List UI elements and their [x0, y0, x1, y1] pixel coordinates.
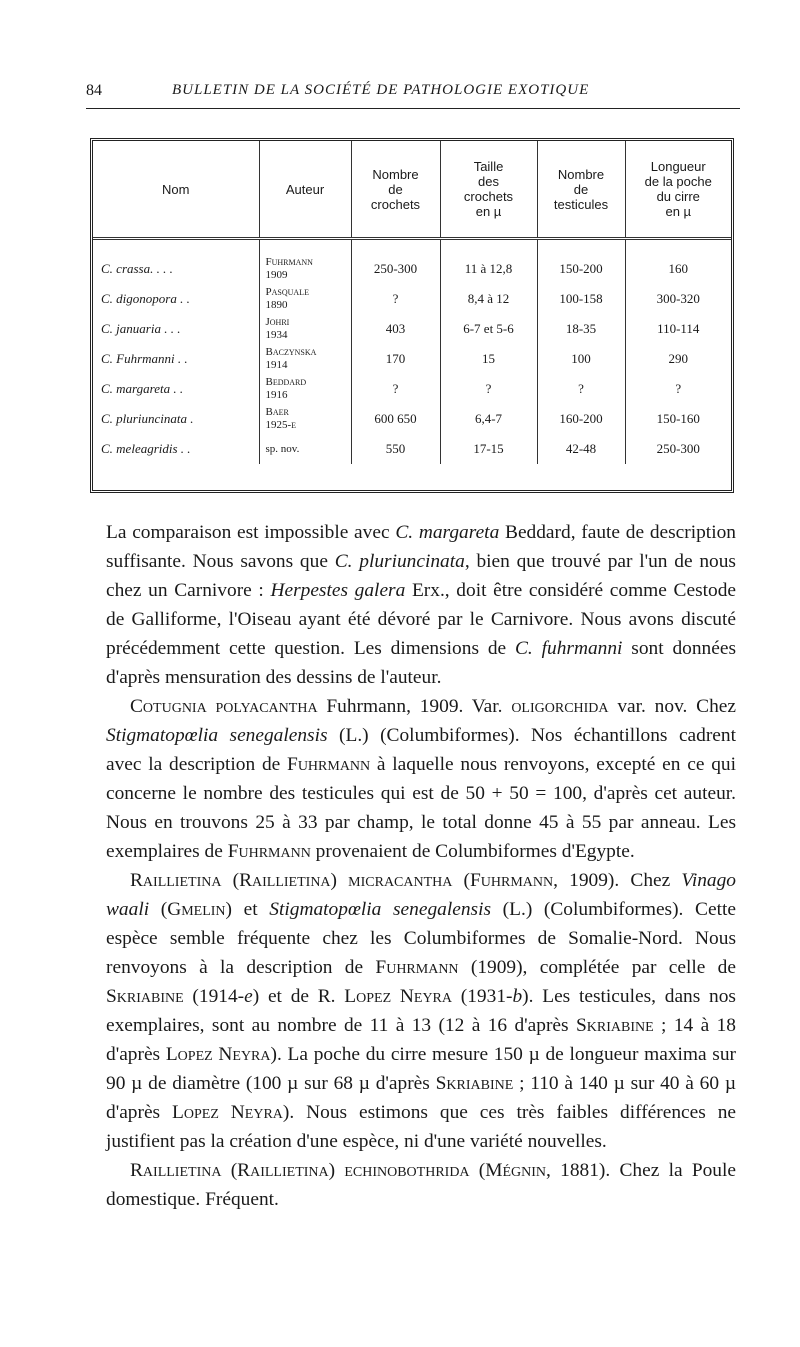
- cell-testicules: 160-200: [537, 404, 625, 434]
- cell-crochets: 403: [351, 314, 440, 344]
- table-row: [93, 344, 731, 374]
- cell-taille: 11 à 12,8: [440, 239, 537, 285]
- cell-testicules: 100: [537, 344, 625, 374]
- header-nom: Nom: [93, 141, 259, 239]
- cell-crochets: 170: [351, 344, 440, 374]
- header-testicules: Nombre de testicules: [537, 141, 625, 239]
- cell-longueur: 250-300: [625, 434, 731, 464]
- cell-taille: 15: [440, 344, 537, 374]
- header-longueur: Longueur de la poche du cirre en µ: [625, 141, 731, 239]
- cell-crochets: 600 650: [351, 404, 440, 434]
- cell-nom: C. crassa. . . .: [101, 261, 173, 276]
- cell-auteur: Baczynska 1914: [259, 344, 351, 374]
- page-header: [86, 82, 740, 109]
- cell-crochets: 550: [351, 434, 440, 464]
- header-taille: Taille des crochets en µ: [440, 141, 537, 239]
- cell-nom: C. Fuhrmanni . .: [101, 351, 188, 366]
- running-title: BULLETIN DE LA SOCIÉTÉ DE PATHOLOGIE EXOTIQUE: [172, 82, 590, 98]
- cell-testicules: 18-35: [537, 314, 625, 344]
- page-number: 84: [86, 82, 102, 99]
- paragraph-raillietina-micracantha: Raillietina (Raillietina) micracantha (Fuhrmann, 1909). Chez Vinago waali (Gmelin) et Stigmatopœlia senegalensis (L.) (Columbiformes). Cette espèce semble fréquente chez les Columbiformes de Somalie-Nord. Nous renvoyons à la description de Fuhrmann (1909), complétée par celle de Skriabine (1914-e) et de R. Lopez Neyra (1931-b). Les testicules, dans nos exemplaires, sont au nombre de 11 à 13 (12 à 16 d'après Skriabine ; 14 à 18 d'après Lopez Neyra). La poche du cirre mesure 150 µ de longueur maxima sur 90 µ de diamètre (100 µ sur 68 µ d'après Skriabine ; 110 à 140 µ sur 40 à 60 µ d'après Lopez Neyra). Nous estimons que ces très faibles différences ne justifient pas la création d'une espèce, ni d'une variété nouvelles.: [106, 870, 737, 1152]
- cell-longueur: 290: [625, 344, 731, 374]
- paragraph-comparison: La comparaison est impossible avec C. margareta Beddard, faute de description suffisante. Nous savons que C. pluriuncinata, bien que trouvé par l'un de nous chez un Carnivore : Herpestes galera Erx., doit être considéré comme Cestode de Galliforme, l'Oiseau ayant été dévoré par le Carnivore. Nous avons discuté précédemment cette question. Les dimensions de C. fuhrmanni sont données d'après mensuration des dessins de l'auteur.: [106, 522, 736, 688]
- cell-crochets: ?: [351, 374, 440, 404]
- cell-longueur: 160: [625, 239, 731, 285]
- header-auteur: Auteur: [259, 141, 351, 239]
- cell-nom: C. digonopora . .: [101, 291, 190, 306]
- cell-longueur: 150-160: [625, 404, 731, 434]
- data-table: [93, 141, 731, 464]
- cell-nom: C. margareta . .: [101, 381, 184, 396]
- table-row: [93, 404, 731, 434]
- cell-longueur: ?: [625, 374, 731, 404]
- cell-auteur: Beddard 1916: [259, 374, 351, 404]
- table-row: [93, 239, 731, 285]
- cell-taille: 8,4 à 12: [440, 284, 537, 314]
- cell-longueur: 300-320: [625, 284, 731, 314]
- cell-auteur: sp. nov.: [259, 434, 351, 464]
- cell-testicules: 150-200: [537, 239, 625, 285]
- species-comparison-table: [90, 138, 734, 493]
- paragraph-cotugnia: Cotugnia polyacantha Fuhrmann, 1909. Var. oligorchida var. nov. Chez Stigmatopœlia senegalensis (L.) (Columbiformes). Nos échantillons cadrent avec la description de Fuhrmann à laquelle nous renvoyons, excepté en ce qui concerne le nombre des testicules qui est de 50 + 50 = 100, d'après cet auteur. Nous en trouvons 25 à 33 par champ, le total donne 45 à 55 par anneau. Les exemplaires de Fuhrmann provenaient de Columbiformes d'Egypte.: [106, 696, 736, 862]
- cell-testicules: ?: [537, 374, 625, 404]
- cell-crochets: ?: [351, 284, 440, 314]
- cell-taille: 17-15: [440, 434, 537, 464]
- cell-nom: C. meleagridis . .: [101, 441, 191, 456]
- table-header-row: [93, 141, 731, 239]
- body-text: [106, 518, 736, 1214]
- cell-nom: C. januaria . . .: [101, 321, 181, 336]
- table-row: [93, 284, 731, 314]
- cell-auteur: Pasquale 1890: [259, 284, 351, 314]
- cell-taille: 6,4-7: [440, 404, 537, 434]
- cell-auteur: Johri 1934: [259, 314, 351, 344]
- cell-taille: ?: [440, 374, 537, 404]
- cell-testicules: 42-48: [537, 434, 625, 464]
- table-row: [93, 434, 731, 464]
- cell-taille: 6-7 et 5-6: [440, 314, 537, 344]
- cell-auteur: Fuhrmann 1909: [259, 239, 351, 285]
- cell-longueur: 110-114: [625, 314, 731, 344]
- cell-crochets: 250-300: [351, 239, 440, 285]
- cell-nom: C. pluriuncinata .: [101, 411, 194, 426]
- paragraph-raillietina-echinobothrida: Raillietina (Raillietina) echinobothrida (Mégnin, 1881). Chez la Poule domestique. Fréquent.: [106, 1160, 736, 1210]
- cell-auteur: Baer 1925-e: [259, 404, 351, 434]
- table-row: [93, 314, 731, 344]
- table-row: [93, 374, 731, 404]
- cell-testicules: 100-158: [537, 284, 625, 314]
- header-crochets: Nombre de crochets: [351, 141, 440, 239]
